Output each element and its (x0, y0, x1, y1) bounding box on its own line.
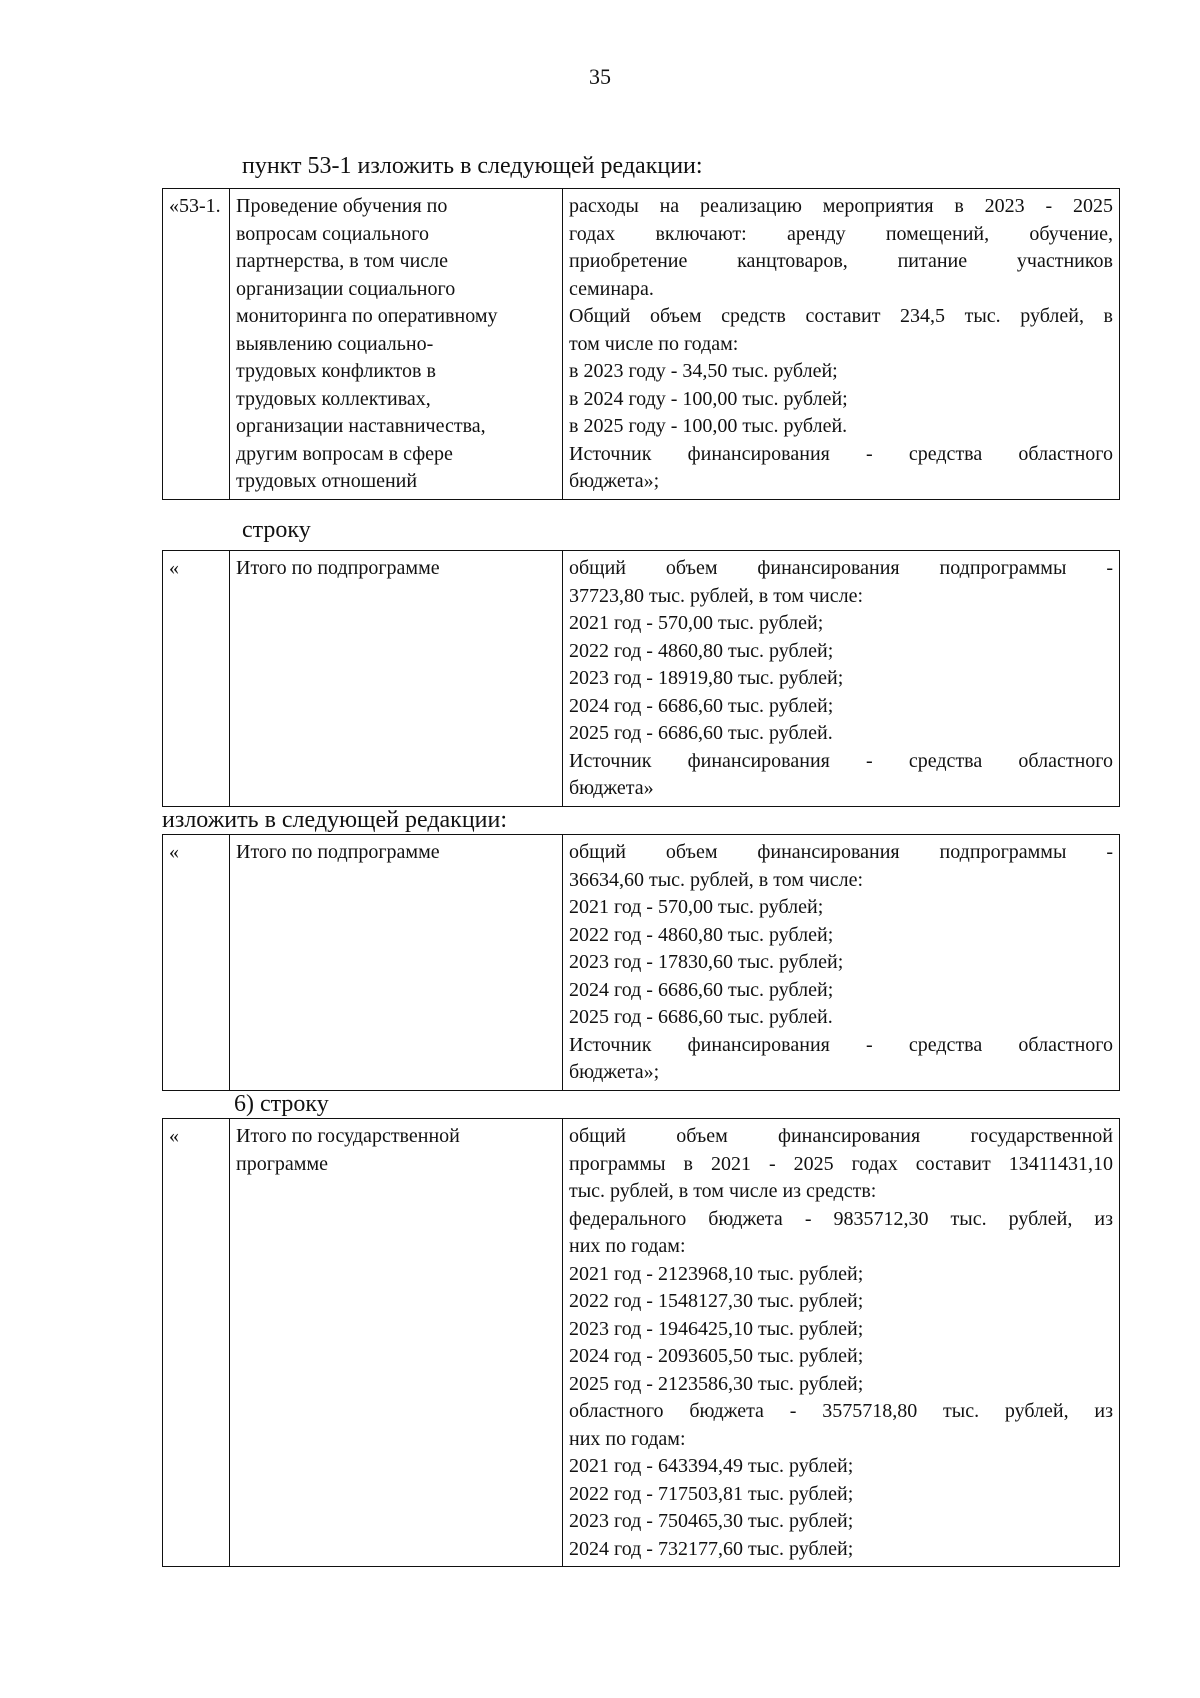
text-line: областного бюджета - 3575718,80 тыс. рублей, из (569, 1400, 1113, 1422)
table-row (163, 189, 1120, 500)
total-label-cell (230, 835, 563, 1091)
text-line: 2021 год - 2123968,10 тыс. рублей; (569, 1262, 864, 1285)
text-line: 2022 год - 1548127,30 тыс. рублей; (569, 1290, 864, 1312)
text-line: 2023 год - 1946425,10 тыс. рублей; (569, 1317, 864, 1340)
text-line: тыс. рублей, в том числе из средств: (569, 1180, 877, 1202)
text-line: 2021 год - 570,00 тыс. рублей; (569, 896, 824, 918)
text-line: 2025 год - 2123586,30 тыс. рублей; (569, 1372, 864, 1395)
text-line: выявлению социально- (236, 332, 434, 355)
activity-name-cell (230, 189, 563, 500)
text-line: семинара. (569, 277, 654, 300)
table-program-total (162, 1118, 1120, 1567)
heading-item-6: 6) строку (234, 1091, 329, 1117)
text-line: 2024 год - 6686,60 тыс. рублей; (569, 694, 834, 717)
text-line: 2023 год - 17830,60 тыс. рублей; (569, 951, 844, 973)
text-line: 2025 год - 6686,60 тыс. рублей. (569, 1006, 833, 1028)
text-line: 2024 год - 732177,60 тыс. рублей; (569, 1537, 854, 1560)
quote-mark-cell: « (163, 1119, 230, 1567)
heading-row-old: строку (242, 517, 311, 543)
text-line: 2022 год - 4860,80 тыс. рублей; (569, 639, 834, 662)
table-subprogram-total-old (162, 550, 1120, 807)
text-line: том числе по годам: (569, 332, 739, 355)
text-line: программе (236, 1152, 328, 1175)
funding-description-cell (563, 1119, 1120, 1567)
quote-mark-cell: « (163, 551, 230, 807)
row-number-cell: «53-1. (163, 189, 230, 500)
text-line: программы в 2021 - 2025 годах составит 13411431,10 (569, 1152, 1113, 1175)
text-line: расходы на реализацию мероприятия в 2023 - 2025 (569, 195, 1113, 217)
text-line: мониторинга по оперативному (236, 305, 498, 327)
text-line: вопросам социального (236, 222, 430, 245)
text-line: общий объем финансирования подпрограммы - (569, 557, 1113, 579)
text-line: 2023 год - 18919,80 тыс. рублей; (569, 667, 844, 689)
text-line: партнерства, в том числе (236, 250, 449, 272)
text-line: 2024 год - 2093605,50 тыс. рублей; (569, 1345, 864, 1367)
quote-mark-cell: « (163, 835, 230, 1091)
total-label-cell (230, 551, 563, 807)
text-line: трудовых коллективах, (236, 387, 431, 410)
table-item-53-1 (162, 188, 1120, 500)
text-line: в 2025 году - 100,00 тыс. рублей. (569, 415, 848, 437)
text-line: бюджета»; (569, 470, 660, 492)
text-line: трудовых отношений (236, 470, 418, 492)
text-line: Итого по государственной (236, 1125, 460, 1147)
text-line: Общий объем средств составит 234,5 тыс. рублей, в (569, 305, 1113, 327)
text-line: бюджета»; (569, 1061, 660, 1083)
text-line: трудовых конфликтов в (236, 360, 436, 382)
text-line: бюджета» (569, 777, 654, 799)
table-row (163, 551, 1120, 807)
text-line: в 2024 году - 100,00 тыс. рублей; (569, 387, 848, 410)
text-line: Источник финансирования - средства областного (569, 749, 1113, 772)
table-row (163, 1119, 1120, 1567)
text-line: 2021 год - 643394,49 тыс. рублей; (569, 1455, 854, 1477)
heading-new-edition: изложить в следующей редакции: (162, 807, 508, 833)
funding-description-cell (563, 551, 1120, 807)
table-subprogram-total-new (162, 834, 1120, 1091)
text-line: Проведение обучения по (236, 195, 448, 217)
text-line: другим вопросам в сфере (236, 442, 453, 465)
text-line: 2024 год - 6686,60 тыс. рублей; (569, 978, 834, 1001)
text-line: Итого по подпрограмме (236, 841, 440, 863)
total-label-cell (230, 1119, 563, 1567)
text-line: 2023 год - 750465,30 тыс. рублей; (569, 1510, 854, 1532)
heading-item-53-1: пункт 53-1 изложить в следующей редакции: (242, 153, 703, 179)
text-line: 2022 год - 4860,80 тыс. рублей; (569, 923, 834, 946)
text-line: них по годам: (569, 1427, 686, 1450)
text-line: годах включают: аренду помещений, обучение, (569, 222, 1113, 245)
text-line: Итого по подпрограмме (236, 557, 440, 579)
text-line: 2021 год - 570,00 тыс. рублей; (569, 612, 824, 634)
funding-description-cell (563, 189, 1120, 500)
text-line: общий объем финансирования государственной (569, 1125, 1113, 1147)
funding-description-cell (563, 835, 1120, 1091)
text-line: Источник финансирования - средства областного (569, 442, 1113, 465)
text-line: организации социального (236, 277, 456, 300)
text-line: них по годам: (569, 1235, 686, 1257)
table-row (163, 835, 1120, 1091)
text-line: Источник финансирования - средства областного (569, 1033, 1113, 1056)
text-line: 2025 год - 6686,60 тыс. рублей. (569, 722, 833, 744)
page-number: 35 (589, 64, 611, 89)
text-line: в 2023 году - 34,50 тыс. рублей; (569, 360, 838, 382)
text-line: приобретение канцтоваров, питание участников (569, 250, 1113, 272)
text-line: организации наставничества, (236, 415, 486, 437)
text-line: федерального бюджета - 9835712,30 тыс. рублей, из (569, 1207, 1113, 1230)
text-line: 36634,60 тыс. рублей, в том числе: (569, 868, 864, 891)
text-line: 37723,80 тыс. рублей, в том числе: (569, 584, 864, 607)
text-line: общий объем финансирования подпрограммы - (569, 841, 1113, 863)
text-line: 2022 год - 717503,81 тыс. рублей; (569, 1482, 854, 1505)
